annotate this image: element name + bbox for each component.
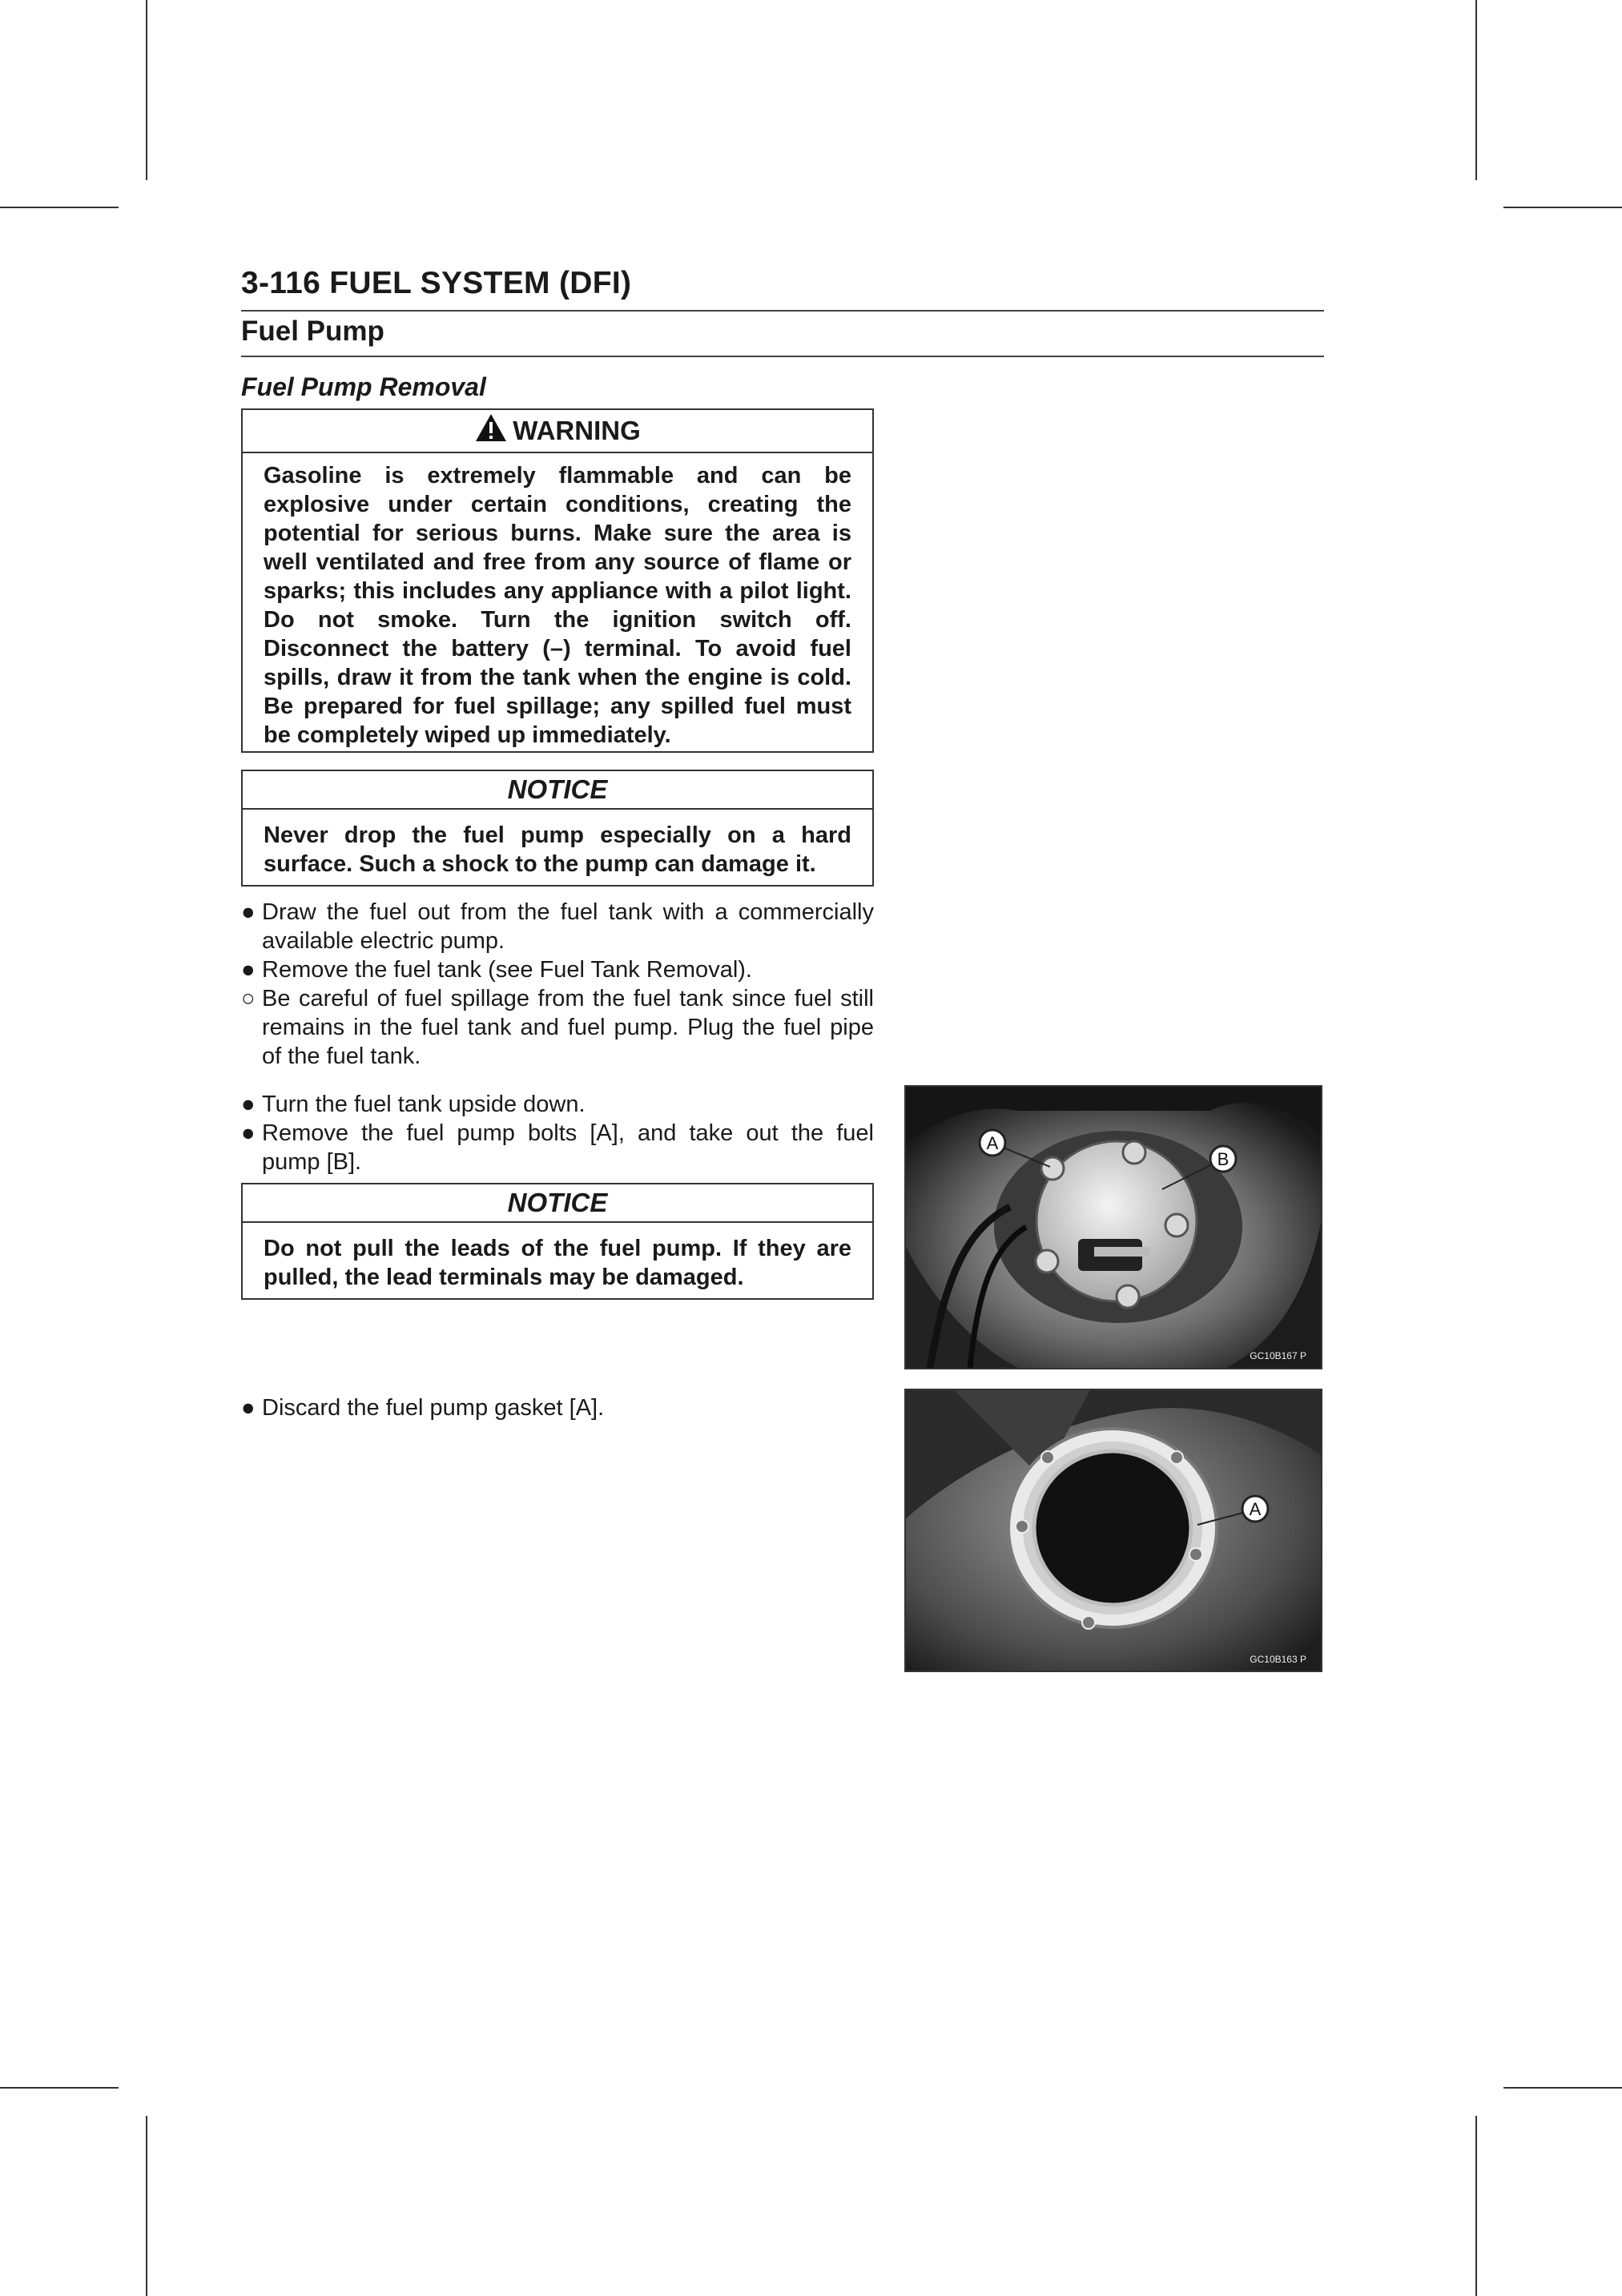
warning-box xyxy=(241,408,874,753)
crop-mark xyxy=(1503,207,1622,208)
notice-box xyxy=(241,770,874,887)
section-title: Fuel Pump xyxy=(241,316,384,347)
notice-label: NOTICE xyxy=(507,1188,608,1217)
warning-triangle-icon xyxy=(474,412,508,449)
notice-box xyxy=(241,1183,874,1300)
crop-mark xyxy=(1503,2087,1622,2089)
circle-bullet-icon: ○ xyxy=(241,986,256,1011)
callout-a: A xyxy=(1249,1499,1262,1519)
bullet-icon: ● xyxy=(241,1395,256,1421)
bullet-icon: ● xyxy=(241,1092,256,1117)
subsection-title: Fuel Pump Removal xyxy=(241,372,486,401)
callout-a: A xyxy=(986,1133,999,1153)
list-item xyxy=(241,1090,874,1119)
list-item xyxy=(241,955,874,984)
bullet-icon: ● xyxy=(241,1120,256,1146)
step-list xyxy=(241,898,874,1071)
step-text: Turn the fuel tank upside down. xyxy=(262,1092,586,1117)
crop-mark xyxy=(146,0,147,180)
warning-text: Gasoline is extremely flammable and can be explosive under certain conditions, creating the potential for serious burns. Make sure the area is well ventilated and free from any source of flame or sparks; this includes any appliance with a pilot light. Do not smoke. Turn the ignition switch off. Disconnect the battery (–) terminal. To avoid fuel spills, draw it from the tank when the engine is cold. Be prepared for fuel spillage; any spilled fuel must be completely wiped up immediately. xyxy=(264,463,851,748)
step-text: Discard the fuel pump gasket [A]. xyxy=(262,1395,605,1421)
crop-mark xyxy=(0,207,119,208)
step-text: Be careful of fuel spillage from the fuel tank since fuel still remains in the fuel tank and fuel pump. Plug the fuel pipe of the fuel tank. xyxy=(262,986,874,1069)
crop-mark xyxy=(146,2116,147,2296)
warning-label: WARNING xyxy=(513,416,641,445)
step-text: Draw the fuel out from the fuel tank with a commercially available electric pump. xyxy=(262,899,874,954)
list-item xyxy=(241,1393,874,1422)
list-item xyxy=(241,898,874,955)
crop-mark xyxy=(0,2087,119,2089)
notice-header xyxy=(243,771,872,810)
list-item xyxy=(241,1119,874,1176)
step-list xyxy=(241,1393,874,1422)
warning-header xyxy=(243,410,872,453)
list-item xyxy=(241,984,874,1071)
notice-text: Do not pull the leads of the fuel pump. If they are pulled, the lead terminals may be damaged. xyxy=(264,1236,851,1290)
photo-code: GC10B163 P xyxy=(1250,1654,1306,1665)
notice-label: NOTICE xyxy=(507,774,608,804)
bullet-icon: ● xyxy=(241,957,256,983)
photo-code: GC10B167 P xyxy=(1250,1350,1306,1361)
step-text: Remove the fuel tank (see Fuel Tank Removal). xyxy=(262,957,752,983)
fuel-pump-photo xyxy=(904,1085,1322,1369)
page-header-title: 3-116 FUEL SYSTEM (DFI) xyxy=(241,266,632,300)
step-list xyxy=(241,1090,874,1176)
callout-b: B xyxy=(1217,1149,1230,1169)
step-text: Remove the fuel pump bolts [A], and take out the fuel pump [B]. xyxy=(262,1120,874,1175)
notice-header xyxy=(243,1184,872,1223)
notice-text: Never drop the fuel pump especially on a hard surface. Such a shock to the pump can damage it. xyxy=(264,822,851,877)
crop-mark xyxy=(1475,0,1477,180)
bullet-icon: ● xyxy=(241,899,256,925)
section-rule xyxy=(241,356,1324,357)
fuel-pump-gasket-photo xyxy=(904,1389,1322,1672)
crop-mark xyxy=(1475,2116,1477,2296)
header-rule xyxy=(241,310,1324,312)
